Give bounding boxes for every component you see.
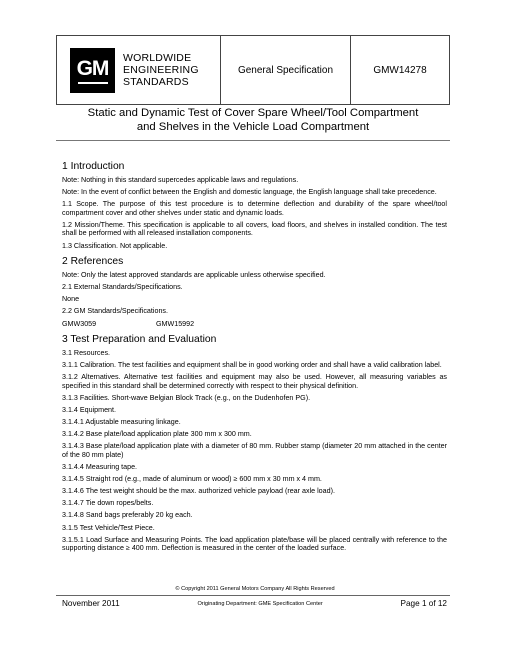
section-heading: 2 References: [62, 256, 124, 268]
header-logo-cell: [57, 36, 221, 104]
gm-standards-list: [62, 320, 447, 329]
paragraph: 3.1.4.7 Tie down ropes/belts.: [62, 499, 154, 508]
paragraph: 2.2 GM Standards/Specifications.: [62, 307, 168, 316]
paragraph: 3.1.4.4 Measuring tape.: [62, 463, 138, 472]
document-title: [56, 107, 450, 134]
gm-logo: [70, 48, 115, 93]
paragraph: 3.1.4.8 Sand bags preferably 20 kg each.: [62, 511, 193, 520]
paragraph: 3.1.4 Equipment.: [62, 406, 116, 415]
paragraph: 1.1 Scope. The purpose of this test procedure is to determine deflection and durability of the spare wheel/tool compartment cover and other shelves under static and dynamic loads.: [62, 200, 447, 217]
title-divider: [56, 140, 450, 141]
title-line-2: and Shelves in the Vehicle Load Compartment: [136, 120, 370, 133]
paragraph: None: [62, 295, 80, 304]
gm-logo-text: GM: [76, 56, 109, 80]
title-line-1: Static and Dynamic Test of Cover Spare Wheel/Tool Compartment: [87, 107, 419, 119]
paragraph: 3.1.5 Test Vehicle/Test Piece.: [62, 523, 155, 532]
paragraph: 3.1.2 Alternatives. Alternative test facilities and equipment may also be used. However, all measuring variables as specified in this standard shall be determined correctly with respect to their physical definition.: [62, 373, 447, 390]
paragraph: 1.2 Mission/Theme. This specification is applicable to all covers, load floors, and shelves in installed condition. The test shall be performed with all released installation components.: [62, 220, 447, 238]
paragraph: 3.1.4.5 Straight rod (e.g., made of aluminum or wood) ≥ 600 mm x 30 mm x 4 mm.: [62, 475, 322, 484]
section-heading: 3 Test Preparation and Evaluation: [62, 334, 217, 346]
org-line-2: ENGINEERING: [123, 64, 199, 76]
org-name: [123, 52, 199, 88]
paragraph: 3.1.4.1 Adjustable measuring linkage.: [62, 418, 181, 427]
footer-divider: [56, 595, 450, 596]
gm-logo-underline: [78, 82, 108, 84]
org-line-3: STANDARDS: [123, 76, 189, 88]
paragraph: 1.3 Classification. Not applicable.: [62, 241, 168, 250]
org-line-1: WORLDWIDE: [123, 52, 192, 64]
paragraph: 3.1.1 Calibration. The test facilities and equipment shall be in good working order and shall have a valid calibration label.: [62, 361, 442, 370]
paragraph: 3.1.5.1 Load Surface and Measuring Points. The load application plate/base will be placed centrally with reference to the supporting distance ≥ 400 mm. Deflection is measured in the center of the loaded surface.: [62, 535, 447, 553]
paragraph: Note: Nothing in this standard supercedes applicable laws and regulations.: [62, 176, 299, 184]
paragraph: 2.1 External Standards/Specifications.: [62, 283, 183, 292]
section-heading: 1 Introduction: [62, 161, 125, 172]
document-body: [62, 161, 447, 556]
paragraph: Note: In the event of conflict between the English and domestic language, the English language shall take precedence.: [62, 188, 437, 197]
paragraph: 3.1.4.6 The test weight should be the max. authorized vehicle payload (rear axle load).: [62, 487, 335, 496]
spec-number: GMW14278: [373, 64, 427, 76]
section-references: [62, 256, 447, 328]
standard-ref: GMW15992: [156, 319, 195, 328]
section-test-preparation: [62, 334, 447, 553]
paragraph: 3.1.4.3 Base plate/load application plate with a diameter of 80 mm. Rubber stamp (diameter 20 mm attached in the center of the 80 mm plate): [62, 442, 447, 459]
paragraph: Note: Only the latest approved standards are applicable unless otherwise specified.: [62, 271, 326, 280]
spec-type: General Specification: [221, 36, 351, 104]
paragraph: 3.1.3 Facilities. Short-wave Belgian Block Track (e.g., on the Dudenhofen PG).: [62, 394, 311, 402]
section-introduction: [62, 161, 447, 250]
standard-ref: GMW3059: [62, 319, 97, 328]
paragraph: 3.1 Resources.: [62, 349, 111, 358]
page-footer: [62, 599, 447, 608]
paragraph: 3.1.4.2 Base plate/load application plate 300 mm x 300 mm.: [62, 430, 252, 439]
footer-date: November 2011: [62, 599, 120, 608]
footer-department: Originating Department: GME Specification Center: [197, 600, 323, 607]
footer-page-number: Page 1 of 12: [400, 599, 447, 608]
copyright-notice: © Copyright 2011 General Motors Company All Rights Reserved: [175, 586, 335, 592]
document-header: [56, 35, 450, 105]
